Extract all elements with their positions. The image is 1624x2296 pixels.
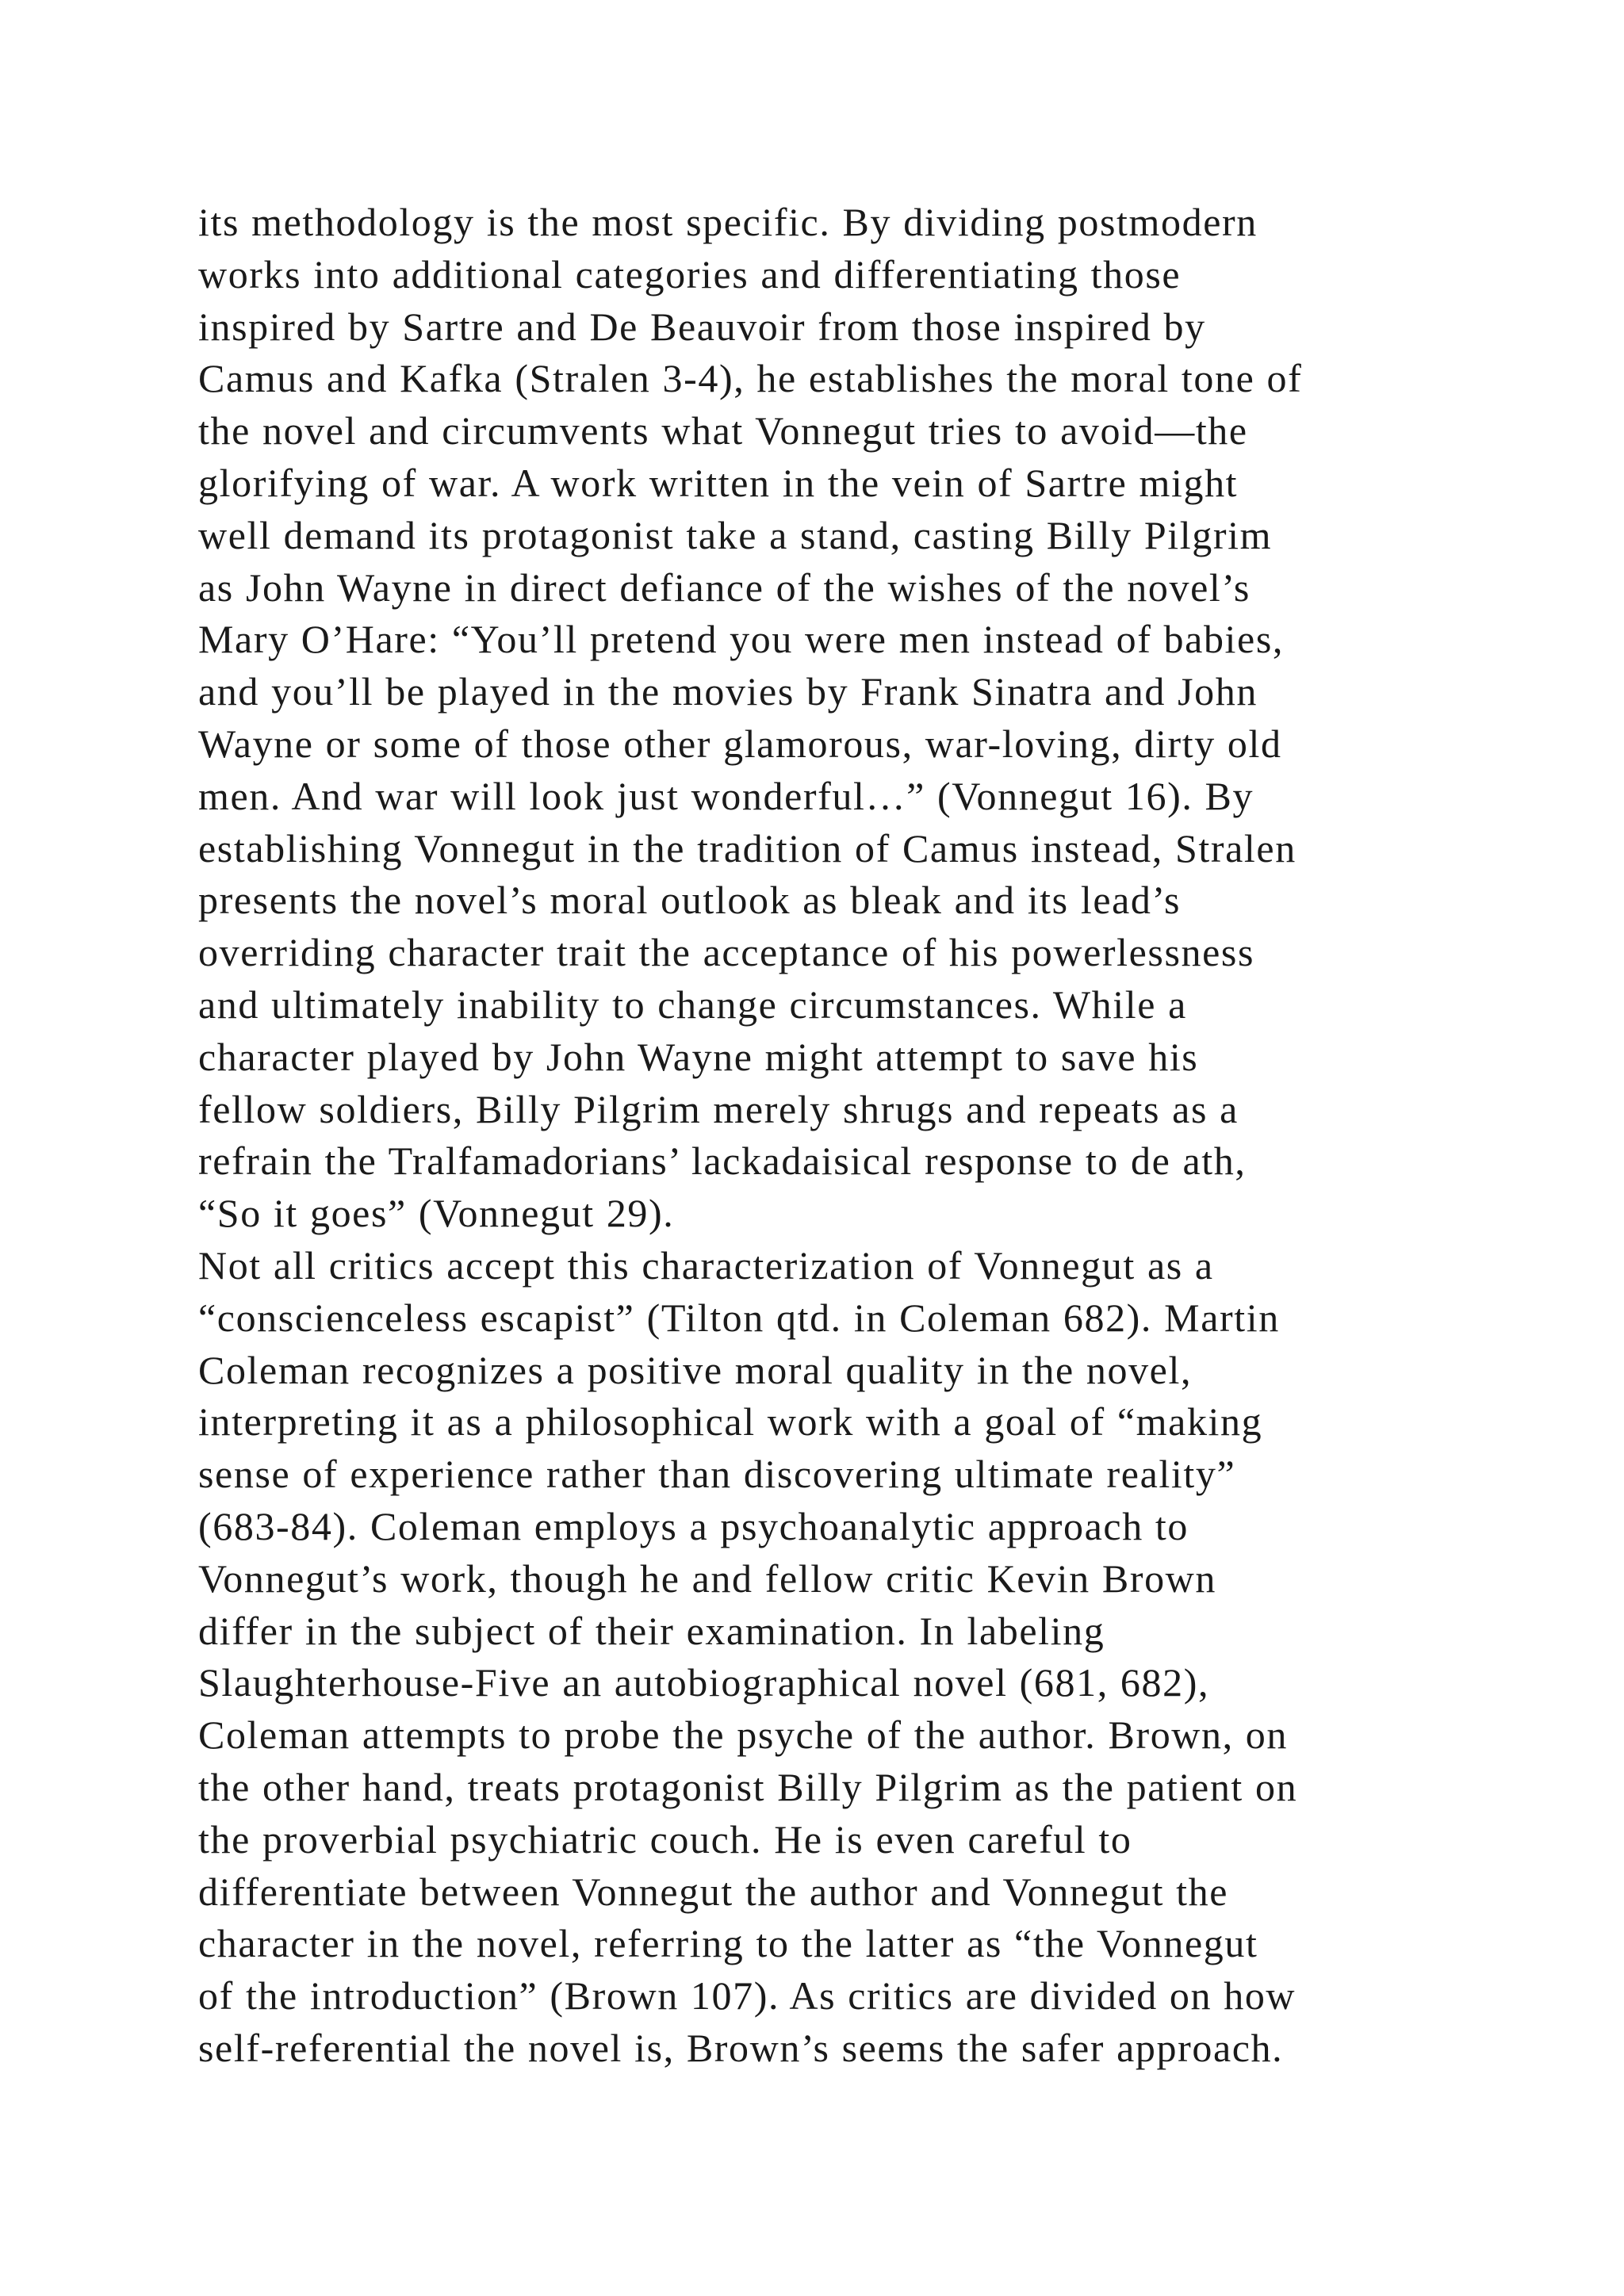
- text-line: fellow soldiers, Billy Pilgrim merely shrugs and repeats as a: [198, 1086, 1239, 1131]
- text-line: refrain the Tralfamadorians’ lackadaisical response to de ath,: [198, 1138, 1247, 1184]
- text-line: the other hand, treats protagonist Billy Pilgrim as the patient on: [198, 1764, 1298, 1809]
- text-line: men. And war will look just wonderful…” (Vonnegut 16). By: [198, 773, 1254, 818]
- text-line: overriding character trait the acceptance of his powerlessness: [198, 930, 1255, 975]
- text-line: character in the novel, referring to the latter as “the Vonnegut: [198, 1921, 1258, 1966]
- text-line: interpreting it as a philosophical work with a goal of “making: [198, 1399, 1263, 1445]
- text-line: well demand its protagonist take a stand, casting Billy Pilgrim: [198, 512, 1273, 557]
- text-line: as John Wayne in direct defiance of the wishes of the novel’s: [198, 564, 1251, 610]
- text-line: “So it goes” (Vonnegut 29).: [198, 1191, 675, 1236]
- text-line: establishing Vonnegut in the tradition of Camus instead, Stralen: [198, 825, 1297, 871]
- text-line: and ultimately inability to change circumstances. While a: [198, 982, 1187, 1027]
- text-line: Not all critics accept this characterization of Vonnegut as a: [198, 1242, 1214, 1288]
- text-line: differ in the subject of their examination. In labeling: [198, 1608, 1105, 1653]
- text-line: Coleman attempts to probe the psyche of the author. Brown, on: [198, 1712, 1289, 1758]
- text-line: (683-84). Coleman employs a psychoanalytic approach to: [198, 1503, 1189, 1548]
- text-line: Mary O’Hare: “You’ll pretend you were men instead of babies,: [198, 617, 1284, 662]
- text-line: Wayne or some of those other glamorous, war-loving, dirty old: [198, 721, 1282, 766]
- text-line: Coleman recognizes a positive moral quality in the novel,: [198, 1347, 1193, 1392]
- text-line: the novel and circumvents what Vonnegut tries to avoid—the: [198, 408, 1248, 453]
- body-text: [198, 197, 1499, 2075]
- text-line: character played by John Wayne might attempt to save his: [198, 1034, 1199, 1079]
- text-line: “conscienceless escapist” (Tilton qtd. in Coleman 682). Martin: [198, 1295, 1280, 1340]
- text-line: of the introduction” (Brown 107). As critics are divided on how: [198, 1973, 1297, 2019]
- text-line: presents the novel’s moral outlook as bleak and its lead’s: [198, 878, 1182, 923]
- text-line: Slaughterhouse-Five an autobiographical novel (681, 682),: [198, 1660, 1210, 1705]
- text-line: works into additional categories and differentiating those: [198, 251, 1182, 297]
- text-line: its methodology is the most specific. By dividing postmodern: [198, 200, 1258, 244]
- text-line: inspired by Sartre and De Beauvoir from those inspired by: [198, 304, 1206, 349]
- text-line: Vonnegut’s work, though he and fellow critic Kevin Brown: [198, 1556, 1216, 1601]
- text-line: and you’ll be played in the movies by Frank Sinatra and John: [198, 669, 1258, 714]
- text-line: self-referential the novel is, Brown’s seems the safer approach.: [198, 2025, 1284, 2070]
- text-line: glorifying of war. A work written in the vein of Sartre might: [198, 460, 1239, 505]
- text-line: sense of experience rather than discovering ultimate reality”: [198, 1452, 1236, 1497]
- text-line: the proverbial psychiatric couch. He is even careful to: [198, 1816, 1132, 1862]
- text-line: Camus and Kafka (Stralen 3-4), he establishes the moral tone of: [198, 356, 1303, 401]
- text-line: differentiate between Vonnegut the author and Vonnegut the: [198, 1869, 1229, 1914]
